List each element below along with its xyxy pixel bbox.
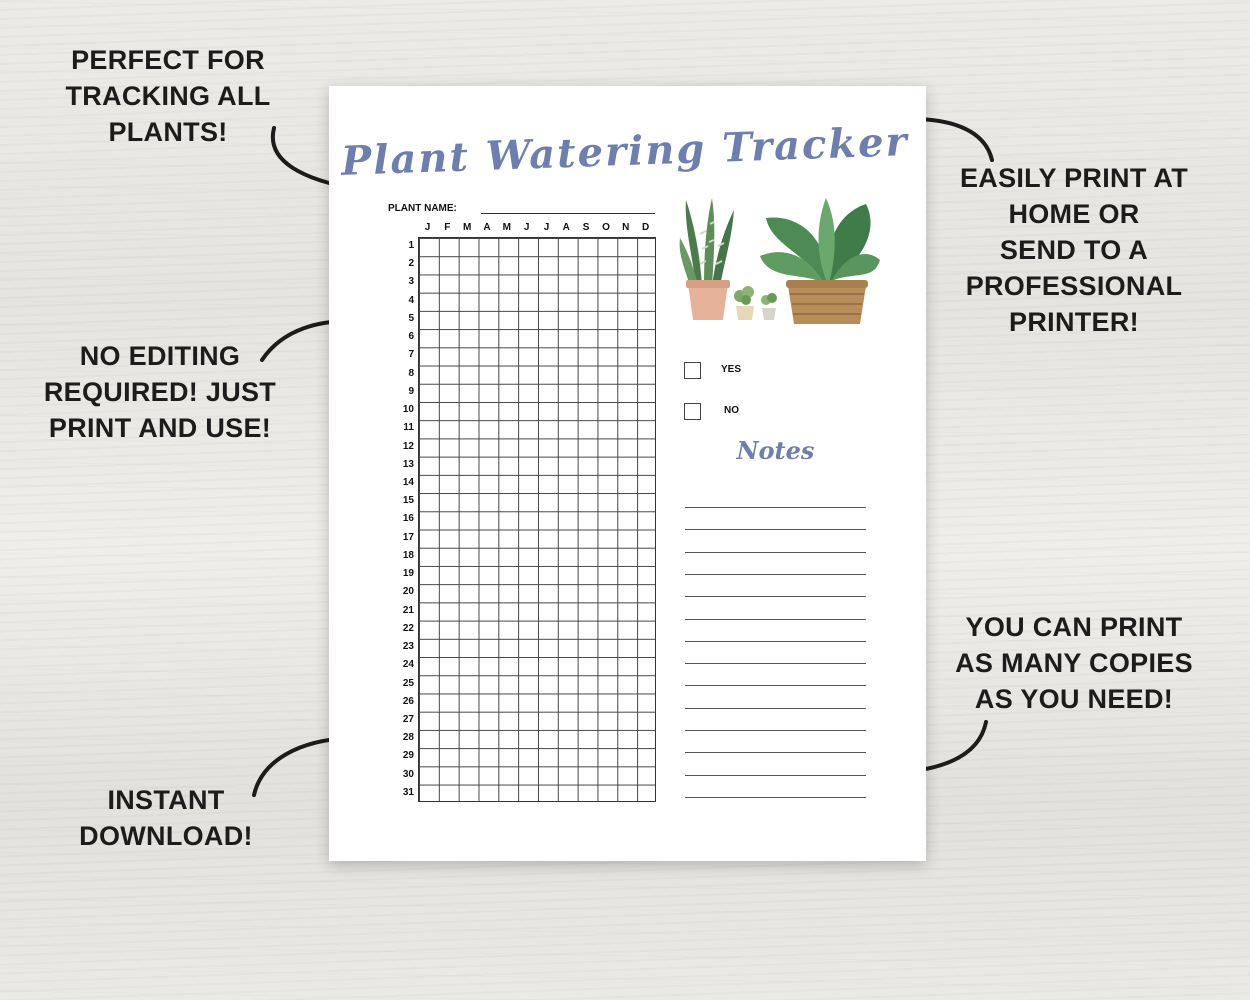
note-line[interactable] (685, 596, 866, 597)
no-checkbox[interactable] (684, 403, 701, 420)
month-header: M (462, 222, 472, 233)
day-number: 7 (408, 349, 414, 361)
plant-name-label: PLANT NAME: (388, 203, 457, 214)
day-number: 8 (408, 367, 414, 379)
day-number: 6 (408, 331, 414, 343)
yes-checkbox[interactable] (684, 362, 701, 379)
note-line[interactable] (685, 552, 866, 553)
day-number: 16 (402, 513, 414, 525)
month-header: S (582, 222, 590, 233)
note-line[interactable] (685, 730, 866, 731)
day-number: 19 (402, 568, 414, 580)
day-number: 31 (402, 786, 414, 798)
month-header: F (444, 222, 451, 233)
day-number: 30 (402, 768, 414, 780)
note-line[interactable] (685, 641, 866, 642)
note-line[interactable] (685, 797, 866, 798)
plant-name-field (481, 213, 655, 214)
month-header: O (602, 222, 610, 233)
day-number: 14 (402, 476, 414, 488)
day-number: 1 (408, 240, 414, 251)
day-number: 10 (402, 404, 414, 416)
note-line[interactable] (685, 663, 866, 664)
notes-title: Notes (736, 436, 815, 465)
month-header: J (424, 222, 431, 233)
day-number: 26 (402, 695, 414, 707)
sheet-title-text: Plant Watering Tracker (340, 118, 910, 185)
day-number: 23 (402, 641, 414, 653)
note-line[interactable] (685, 685, 866, 686)
day-number: 3 (408, 276, 414, 288)
day-number: 17 (402, 531, 414, 543)
day-number: 29 (402, 750, 414, 762)
day-number: 2 (408, 258, 414, 270)
day-number: 20 (402, 586, 414, 598)
day-number: 28 (402, 732, 414, 744)
day-number: 27 (402, 713, 414, 725)
day-number: 21 (402, 604, 414, 616)
callout-easily-print: EASILY PRINT AT HOME OR SEND TO A PROFESSIONAL PRINTER! (959, 163, 1189, 337)
day-number: 15 (402, 495, 414, 507)
day-number: 9 (408, 385, 414, 397)
day-number: 25 (402, 677, 414, 689)
day-number: 18 (402, 549, 414, 561)
note-line[interactable] (685, 507, 866, 508)
day-number: 22 (402, 622, 414, 634)
callout-no-editing: NO EDITING REQUIRED! JUST PRINT AND USE! (43, 341, 277, 443)
note-line[interactable] (685, 775, 866, 776)
note-line[interactable] (685, 619, 866, 620)
sheet-title (0, 118, 1250, 185)
month-header: J (523, 222, 530, 233)
month-header: D (642, 222, 650, 233)
callout-perfect-for-tracking: PERFECT FOR TRACKING ALL PLANTS! (65, 45, 271, 147)
note-line[interactable] (685, 708, 866, 709)
callout-instant-download: INSTANT DOWNLOAD! (79, 785, 253, 851)
month-header: A (562, 222, 570, 233)
note-line[interactable] (685, 574, 866, 575)
day-number: 4 (408, 294, 414, 306)
month-header: M (502, 222, 511, 233)
month-header: A (483, 222, 491, 233)
day-number: 5 (408, 312, 414, 324)
note-line[interactable] (685, 752, 866, 753)
note-line[interactable] (685, 529, 866, 530)
day-number: 11 (403, 422, 414, 434)
day-number: 24 (402, 659, 414, 671)
month-header: N (622, 222, 630, 233)
no-label: NO (724, 405, 739, 416)
watering-grid (418, 237, 656, 802)
day-number: 13 (402, 458, 414, 470)
yes-label: YES (721, 364, 742, 375)
potted-plants-illustration-icon (676, 194, 882, 326)
month-header: J (543, 222, 550, 233)
day-number: 12 (402, 440, 414, 452)
callout-print-many-copies: YOU CAN PRINT AS MANY COPIES AS YOU NEED! (955, 612, 1193, 714)
